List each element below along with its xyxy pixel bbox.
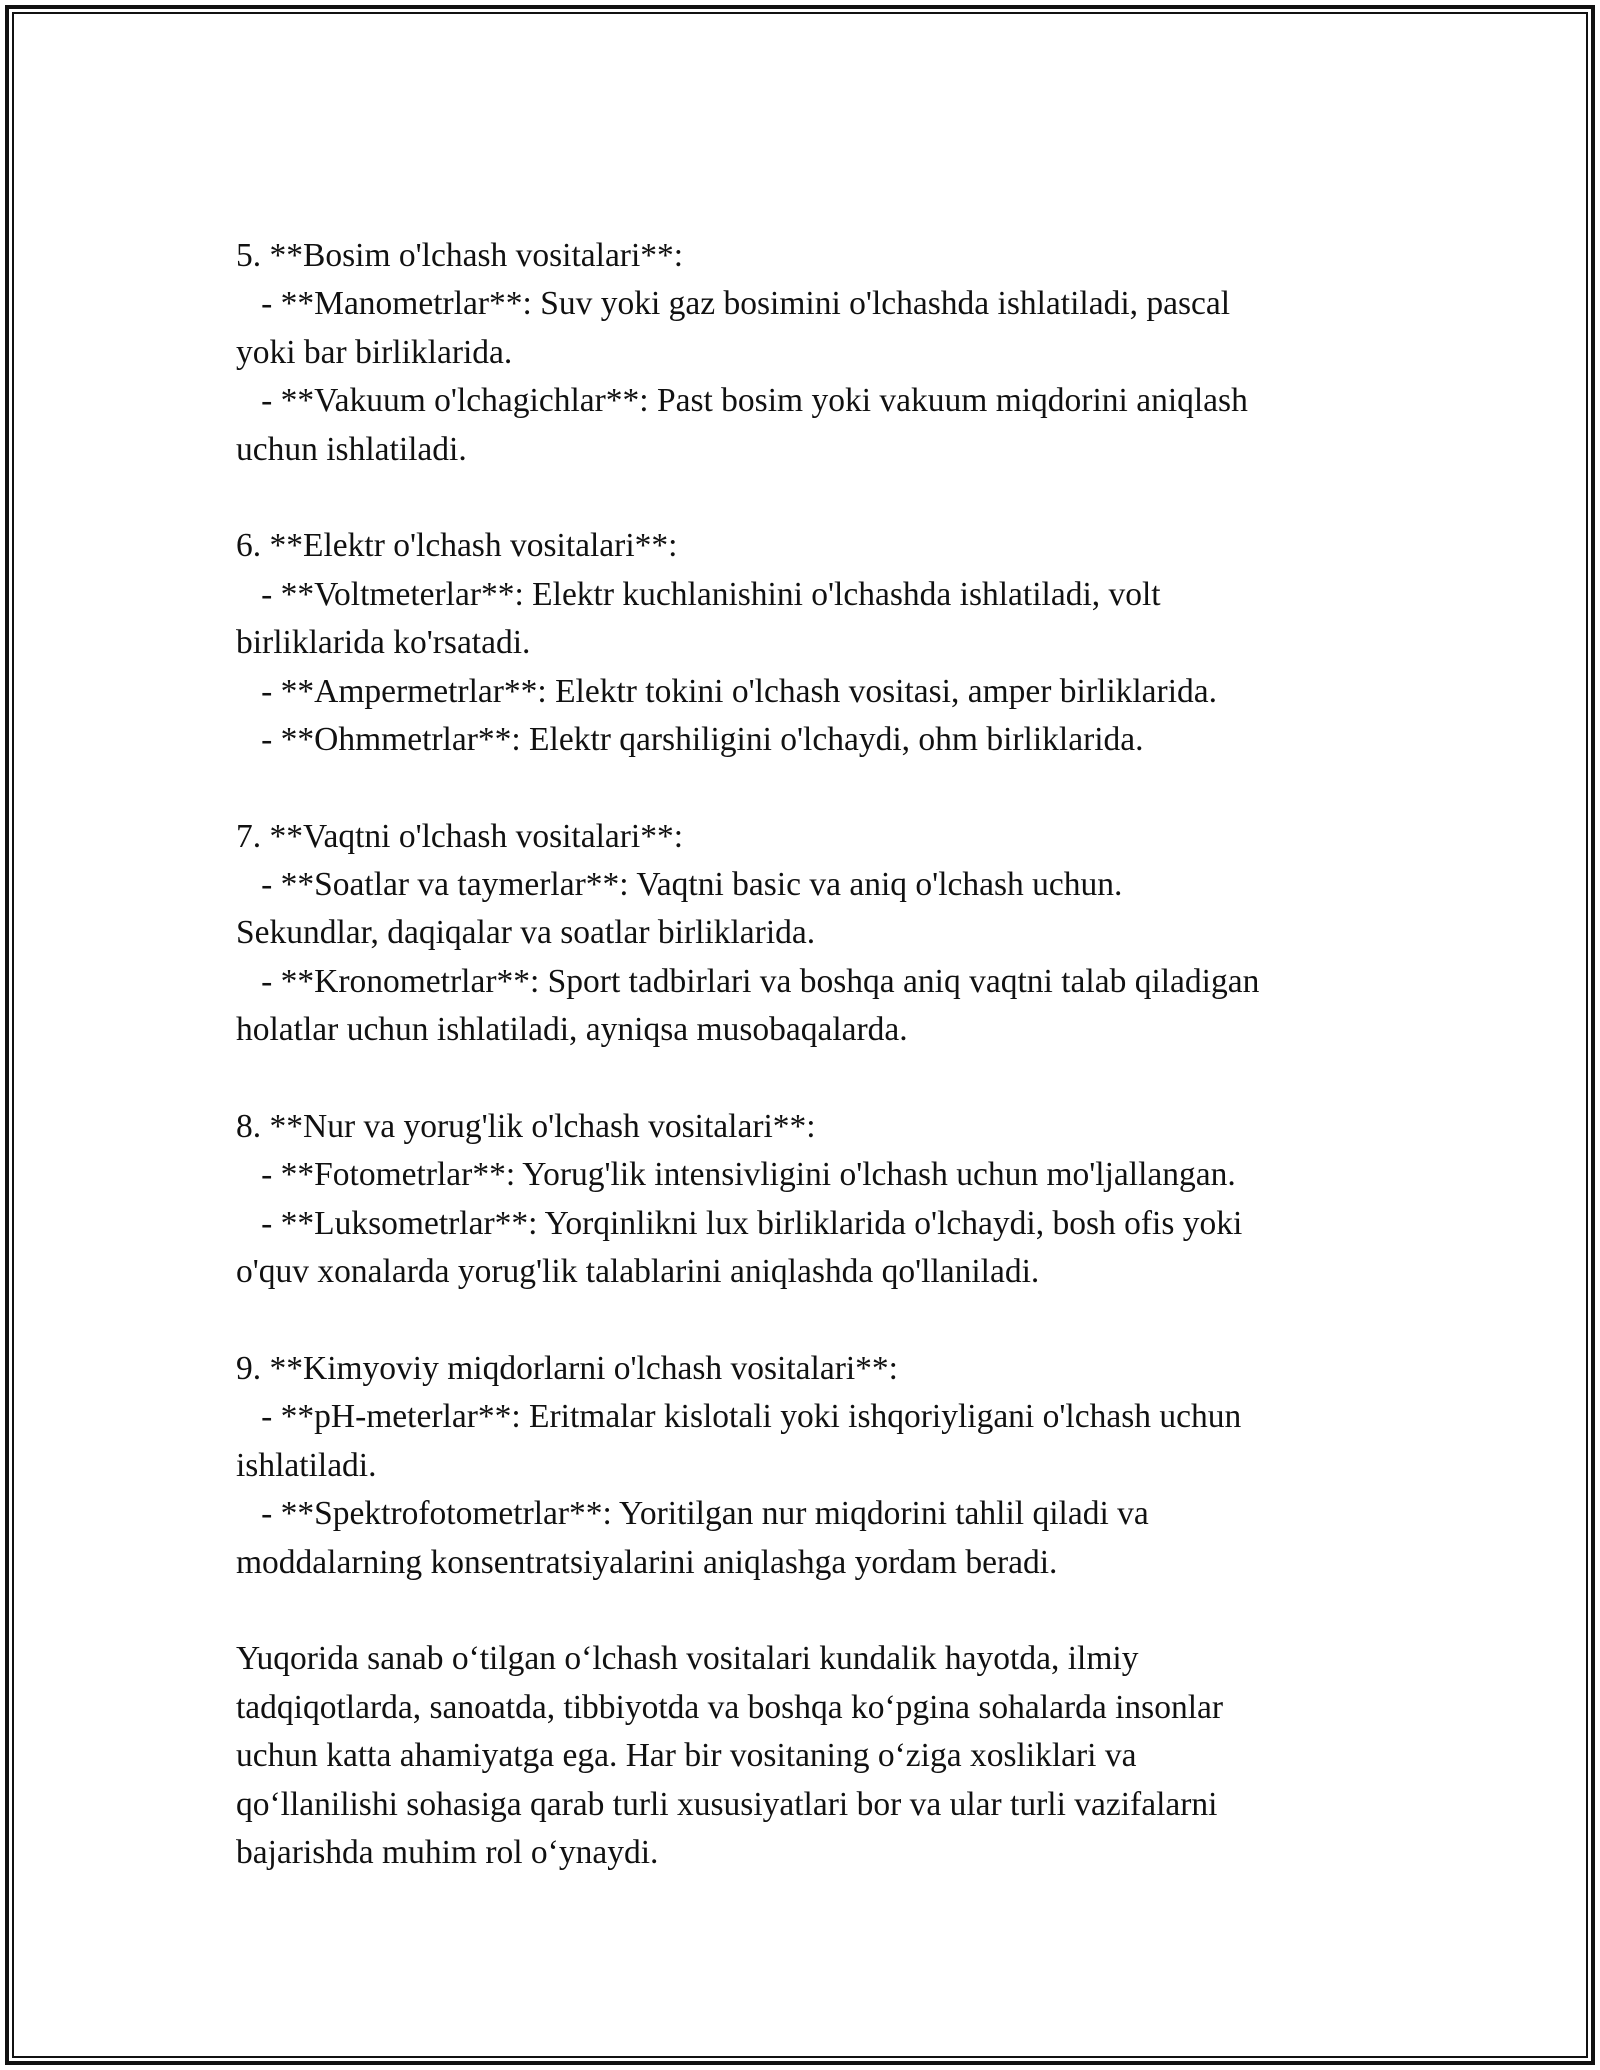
section-heading: 7. **Vaqtni o'lchash vositalari**: <box>236 817 684 855</box>
section-bosim <box>236 232 1376 474</box>
conclusion-paragraph <box>236 1635 1376 1877</box>
list-item-line: uchun ishlatiladi. <box>236 430 467 468</box>
list-item-line: - **Spektrofotometrlar**: Yoritilgan nur miqdorini tahlil qiladi va <box>236 1495 1149 1533</box>
list-item-line: o'quv xonalarda yorug'lik talablarini aniqlashda qo'llaniladi. <box>236 1253 1040 1291</box>
paragraph-line: uchun katta ahamiyatga ega. Har bir vositaning o‘ziga xosliklari va <box>236 1737 1137 1775</box>
list-item-line: Sekundlar, daqiqalar va soatlar birliklarida. <box>236 914 816 952</box>
list-item-line: - **Ohmmetrlar**: Elektr qarshiligini o'lchaydi, ohm birliklarida. <box>236 720 1144 758</box>
paragraph-line: qo‘llanilishi sohasiga qarab turli xususiyatlari bor va ular turli vazifalarni <box>236 1785 1218 1823</box>
document-body <box>236 232 1376 1877</box>
list-item-line: ishlatiladi. <box>236 1446 377 1484</box>
paragraph-gap <box>236 474 1376 522</box>
paragraph-gap <box>236 1055 1376 1103</box>
list-item-line: birliklarida ko'rsatadi. <box>236 624 531 662</box>
list-item-line: yoki bar birliklarida. <box>236 333 513 371</box>
list-item-line: - **Vakuum o'lchagichlar**: Past bosim yoki vakuum miqdorini aniqlash <box>236 382 1248 420</box>
section-kimyo <box>236 1345 1376 1587</box>
list-item-line: - **Fotometrlar**: Yorug'lik intensivligini o'lchash uchun mo'ljallangan. <box>236 1156 1236 1194</box>
section-heading: 6. **Elektr o'lchash vositalari**: <box>236 527 678 565</box>
list-item-line: moddalarning konsentratsiyalarini aniqlashga yordam beradi. <box>236 1543 1058 1581</box>
paragraph-line: bajarishda muhim rol o‘ynaydi. <box>236 1833 659 1871</box>
list-item-line: - **Ampermetrlar**: Elektr tokini o'lchash vositasi, amper birliklarida. <box>236 672 1218 710</box>
list-item-line: holatlar uchun ishlatiladi, ayniqsa musobaqalarda. <box>236 1011 908 1049</box>
paragraph-gap <box>236 764 1376 812</box>
paragraph-line: tadqiqotlarda, sanoatda, tibbiyotda va boshqa ko‘pgina sohalarda insonlar <box>236 1688 1224 1726</box>
section-vaqt <box>236 813 1376 1055</box>
section-heading: 5. **Bosim o'lchash vositalari**: <box>236 237 684 274</box>
list-item-line: - **Luksometrlar**: Yorqinlikni lux birliklarida o'lchaydi, bosh ofis yoki <box>236 1204 1243 1242</box>
section-nur <box>236 1103 1376 1297</box>
list-item-line: - **Manometrlar**: Suv yoki gaz bosimini o'lchashda ishlatiladi, pascal <box>236 285 1231 323</box>
section-heading: 8. **Nur va yorug'lik o'lchash vositalari**: <box>236 1108 816 1146</box>
paragraph-gap <box>236 1587 1376 1635</box>
paragraph-line: Yuqorida sanab o‘tilgan o‘lchash vositalari kundalik hayotda, ilmiy <box>236 1640 1139 1678</box>
section-elektr <box>236 522 1376 764</box>
paragraph-gap <box>236 1297 1376 1345</box>
list-item-line: - **Soatlar va taymerlar**: Vaqtni basic va aniq o'lchash uchun. <box>236 866 1123 904</box>
list-item-line: - **Voltmeterlar**: Elektr kuchlanishini o'lchashda ishlatiladi, volt <box>236 575 1161 613</box>
list-item-line: - **Kronometrlar**: Sport tadbirlari va boshqa aniq vaqtni talab qiladigan <box>236 962 1260 1000</box>
section-heading: 9. **Kimyoviy miqdorlarni o'lchash vositalari**: <box>236 1349 898 1387</box>
list-item-line: - **pH-meterlar**: Eritmalar kislotali yoki ishqoriyligani o'lchash uchun <box>236 1398 1242 1436</box>
